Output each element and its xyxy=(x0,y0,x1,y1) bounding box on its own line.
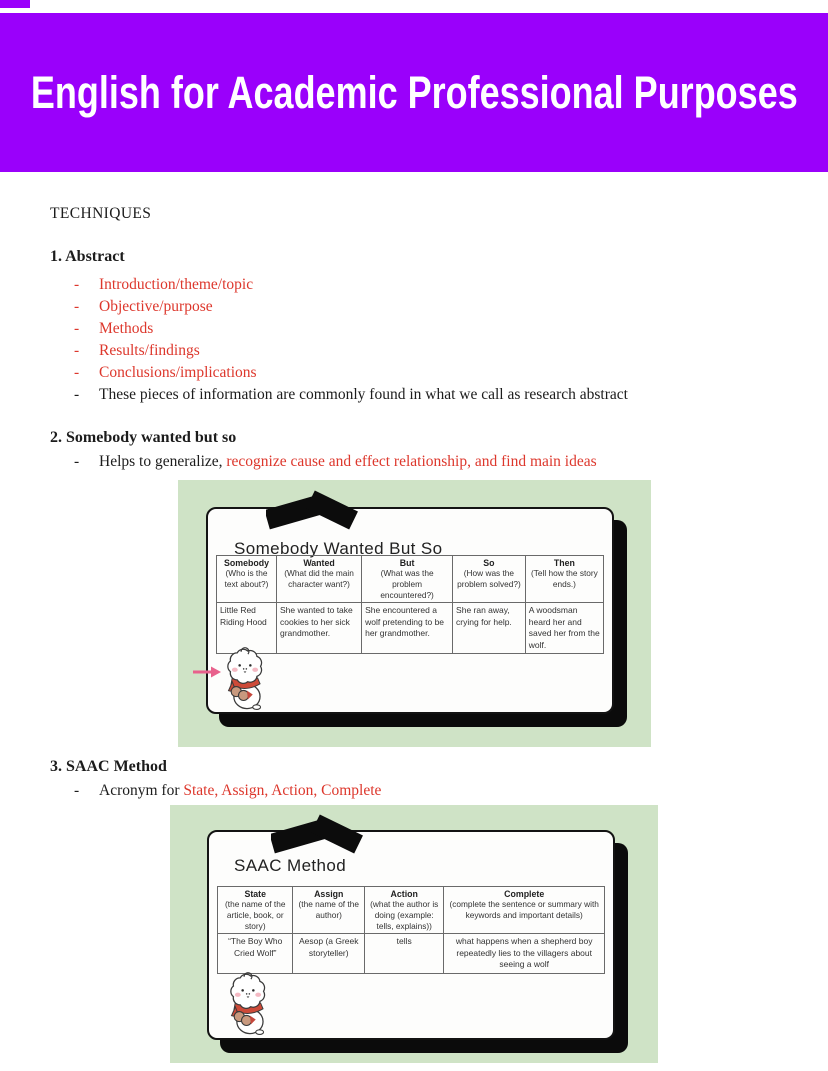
section-3-heading: 3. SAAC Method xyxy=(50,758,167,775)
section-2-heading: 2. Somebody wanted but so xyxy=(50,429,237,446)
pink-arrow-icon xyxy=(192,665,222,679)
swbs-image xyxy=(178,480,651,747)
swbs-table xyxy=(216,555,604,654)
title-banner xyxy=(0,13,828,172)
section-2-list xyxy=(72,451,597,473)
saac-table xyxy=(217,886,605,974)
list-item: - Methods xyxy=(74,319,154,337)
section-3-list xyxy=(72,780,381,802)
saac-title: SAAC Method xyxy=(234,856,347,875)
list-item: - These pieces of information are commonly found in what we call as research abstract xyxy=(74,385,628,403)
corner-accent xyxy=(0,0,30,8)
list-item: - Results/findings xyxy=(74,341,200,359)
section-1-list xyxy=(72,274,628,405)
table-header-row: State (the name of the article, book, or story) Assign (the name of the author) Action (what the author is doing (example: tells, explains)) Complete (complete the sentence or summary with keywords and important details) xyxy=(218,887,605,934)
rj-mascot-icon xyxy=(214,645,276,711)
tape-icon xyxy=(271,812,363,860)
table-row: “The Boy Who Cried Wolf” Aesop (a Greek storyteller) tells what happens when a shepherd boy repeatedly lies to the villagers about seeing a wolf xyxy=(218,934,605,973)
list-item: - Introduction/theme/topic xyxy=(74,276,254,293)
list-item: - Conclusions/implications xyxy=(74,363,257,381)
swbs-note-card xyxy=(206,507,614,714)
saac-note-card xyxy=(207,830,615,1040)
section-1-heading: 1. Abstract xyxy=(50,248,125,265)
saac-image xyxy=(170,805,658,1063)
techniques-label: TECHNIQUES xyxy=(50,205,152,222)
list-item: - Helps to generalize, recognize cause and effect relationship, and find main ideas xyxy=(74,453,597,470)
table-header-row: Somebody (Who is the text about?) Wanted (What did the main character want?) But (What was the problem encountered?) So (How was the problem solved?) Then (Tell how the story ends.) xyxy=(217,556,604,603)
table-row: Little Red Riding Hood She wanted to take cookies to her sick grandmother. She encountered a wolf pretending to be her grandmother. She ran away, crying for help. A woodsman heard her and saved her from the wolf. xyxy=(217,603,604,654)
tape-icon xyxy=(266,488,358,536)
page-title: English for Academic Professional Purposes xyxy=(30,66,798,118)
list-item: - Objective/purpose xyxy=(74,297,213,315)
rj-mascot-icon xyxy=(217,970,279,1036)
list-item: - Acronym for State, Assign, Action, Complete xyxy=(74,782,382,799)
swbs-title: Somebody Wanted But So xyxy=(234,539,443,558)
